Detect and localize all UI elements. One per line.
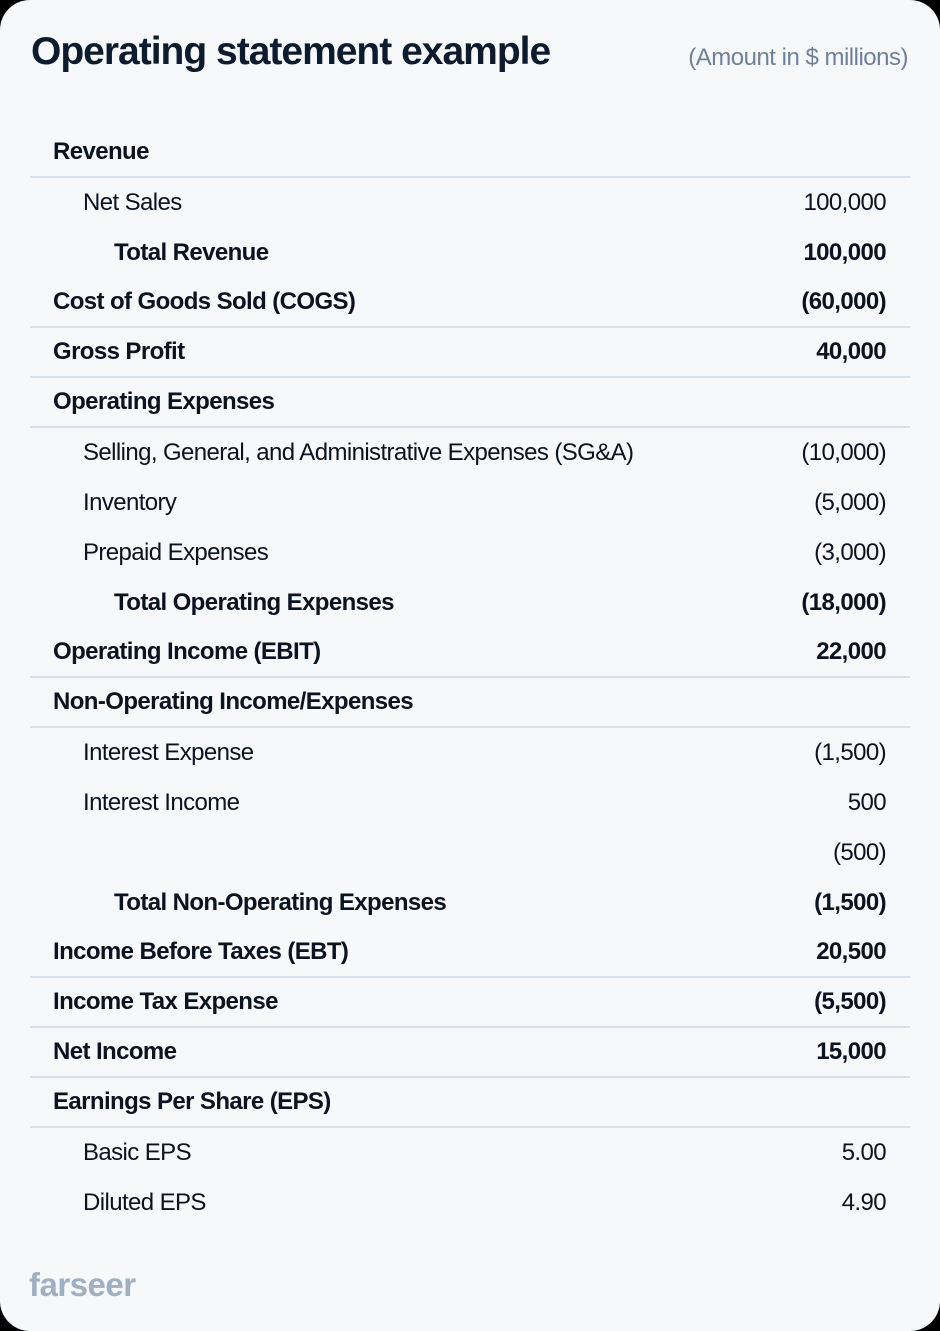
table-row: [30, 978, 910, 1028]
statement-table: [30, 128, 910, 1228]
row-label: Income Before Taxes (EBT): [53, 938, 349, 965]
table-row: [30, 278, 910, 328]
table-row: [30, 1078, 910, 1128]
row-value: 500: [847, 789, 886, 816]
row-value: (5,000): [814, 489, 886, 516]
row-value: (3,000): [814, 539, 886, 566]
row-value: (10,000): [801, 439, 886, 466]
row-label: Total Operating Expenses: [114, 589, 394, 616]
table-row: [30, 378, 910, 428]
table-row: [30, 578, 910, 628]
row-value: (1,500): [814, 889, 886, 916]
table-row: [30, 228, 910, 278]
table-row: [30, 778, 910, 828]
row-label: Selling, General, and Administrative Expenses (SG&A): [83, 439, 634, 466]
row-label: Operating Income (EBIT): [53, 638, 321, 665]
table-row: [30, 128, 910, 178]
row-value: 4.90: [841, 1189, 886, 1216]
table-row: [30, 728, 910, 778]
row-value: (18,000): [801, 589, 886, 616]
farseer-logo: farseer: [29, 1266, 136, 1303]
row-value: 15,000: [816, 1038, 886, 1065]
table-row: [30, 828, 910, 878]
row-value: 100,000: [803, 239, 886, 266]
table-row: [30, 878, 910, 928]
row-label: Interest Expense: [83, 739, 254, 766]
table-row: [30, 1028, 910, 1078]
row-value: 5.00: [841, 1139, 886, 1166]
table-row: [30, 478, 910, 528]
table-row: [30, 678, 910, 728]
table-row: [30, 1178, 910, 1228]
table-row: [30, 528, 910, 578]
row-label: Gross Profit: [53, 338, 185, 365]
row-value: (1,500): [814, 739, 886, 766]
row-label: Cost of Goods Sold (COGS): [53, 288, 356, 315]
row-label: Non-Operating Income/Expenses: [53, 688, 414, 715]
row-label: Income Tax Expense: [53, 988, 278, 1015]
row-label: Revenue: [53, 138, 149, 165]
row-value: 20,500: [816, 938, 886, 965]
units-note: (Amount in $ millions): [688, 44, 908, 71]
row-label: Operating Expenses: [53, 388, 275, 415]
table-row: [30, 1128, 910, 1178]
row-label: Diluted EPS: [83, 1189, 206, 1216]
table-row: [30, 178, 910, 228]
row-label: Net Income: [53, 1038, 177, 1065]
row-label: Basic EPS: [83, 1139, 191, 1166]
row-value: 100,000: [803, 189, 886, 216]
row-label: Inventory: [83, 489, 177, 516]
table-row: [30, 628, 910, 678]
row-value: (60,000): [801, 288, 886, 315]
row-value: (5,500): [814, 988, 886, 1015]
row-label: Total Non-Operating Expenses: [114, 889, 447, 916]
table-row: [30, 928, 910, 978]
row-value: 22,000: [816, 638, 886, 665]
row-label: Total Revenue: [114, 239, 269, 266]
row-value: 40,000: [816, 338, 886, 365]
row-label: Prepaid Expenses: [83, 539, 269, 566]
row-label: Net Sales: [83, 189, 182, 216]
row-label: Interest Income: [83, 789, 240, 816]
row-label: Earnings Per Share (EPS): [53, 1088, 331, 1115]
table-row: [30, 428, 910, 478]
row-value: (500): [832, 839, 886, 866]
table-row: [30, 328, 910, 378]
page-title: Operating statement example: [31, 30, 551, 73]
